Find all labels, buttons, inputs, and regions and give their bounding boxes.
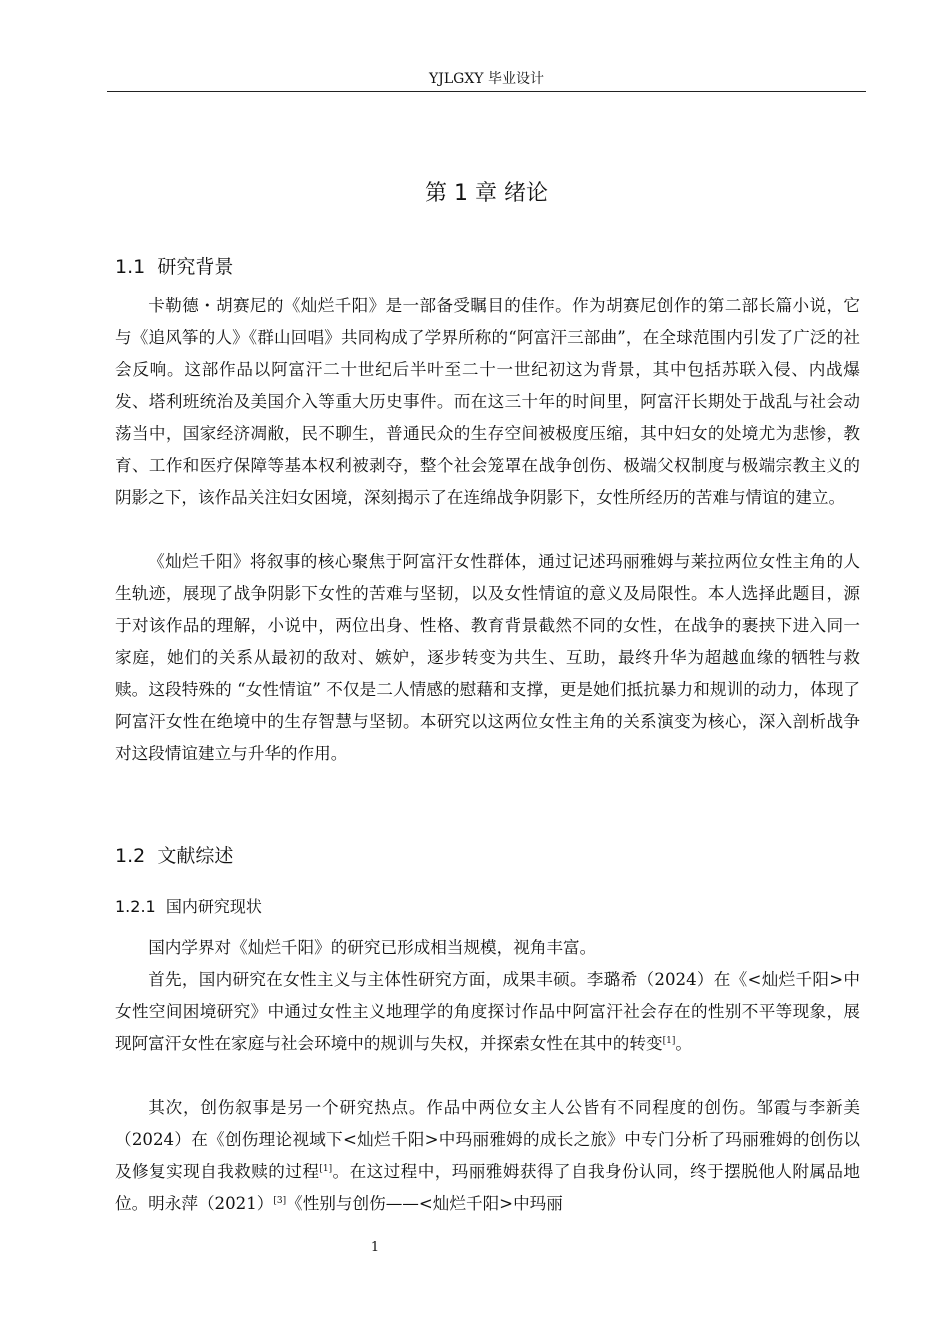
section-number: 1.1 xyxy=(115,256,146,278)
domestic-paragraph-1: 国内学界对《灿烂千阳》的研究已形成相当规模，视角丰富。 xyxy=(148,938,597,957)
header-rule xyxy=(107,91,866,92)
paragraph-text: 其次，创伤叙事是另一个研究热点。作品中两位女主人公皆有不同程度的创伤。邹霞与李新美（2024）在《创伤理论视域下<灿烂千阳>中玛丽雅姆的成长之旅》中专门分析了玛丽雅姆的创伤以及修复实现自我救赎的过程 xyxy=(115,1098,860,1181)
chapter-title: 第 1 章 绪论 xyxy=(425,181,548,206)
subsection-number: 1.2.1 xyxy=(115,897,156,916)
page-number: 1 xyxy=(370,1240,380,1255)
section-title: 研究背景 xyxy=(157,256,234,278)
domestic-paragraph-3 xyxy=(115,1092,860,1220)
paragraph-text: 。在这过程中，玛丽雅姆获得了自我身份认同，终于摆脱他人附属品地位。明永萍（2021） xyxy=(115,1162,861,1213)
background-paragraph-2: 《灿烂千阳》将叙事的核心聚焦于阿富汗女性群体，通过记述玛丽雅姆与莱拉两位女性主角的人生轨迹，展现了战争阴影下女性的苦难与坚韧，以及女性情谊的意义及局限性。本人选择此题目，源于对该作品的理解，小说中，两位出身、性格、教育背景截然不同的女性，在战争的裹挟下进入同一家庭，她们的关系从最初的敌对、嫉妒，逐步转变为共生、互助，最终升华为超越血缘的牺牲与救赎。这段特殊的 “女性情谊” 不仅是二人情感的慰藉和支撑，更是她们抵抗暴力和规训的动力，体现了阿富汗女性在绝境中的生存智慧与坚韧。本研究以这两位女性主角的关系演变为核心，深入剖析战争对这段情谊建立与升华的作用。 xyxy=(115,552,860,763)
section-heading-1-2 xyxy=(115,843,233,869)
section-heading-1-1 xyxy=(115,254,233,280)
subsection-title: 国内研究现状 xyxy=(165,897,262,916)
paragraph-text-end: 。 xyxy=(675,1034,692,1053)
paragraph-text: 首先，国内研究在女性主义与主体性研究方面，成果丰硕。李璐希（2024）在《<灿烂千阳>中女性空间困境研究》中通过女性主义地理学的角度探讨作品中阿富汗社会存在的性别不平等现象，展现阿富汗女性在家庭与社会环境中的规训与失权，并探索女性在其中的转变 xyxy=(115,970,860,1053)
section-title: 文献综述 xyxy=(157,845,234,867)
citation-ref: [1] xyxy=(319,1164,333,1174)
running-header: YJLGXY 毕业设计 xyxy=(429,71,544,87)
subsection-heading-1-2-1 xyxy=(115,896,262,918)
citation-ref: [1] xyxy=(662,1036,676,1046)
paragraph-text: 《性别与创伤——<灿烂千阳>中玛丽 xyxy=(286,1194,563,1213)
background-paragraph-1: 卡勒德・胡赛尼的《灿烂千阳》是一部备受瞩目的佳作。作为胡赛尼创作的第二部长篇小说，它与《追风筝的人》《群山回唱》共同构成了学界所称的“阿富汗三部曲”，在全球范围内引发了广泛的社会反响。这部作品以阿富汗二十世纪后半叶至二十一世纪初这为背景，其中包括苏联入侵、内战爆发、塔利班统治及美国介入等重大历史事件。而在这三十年的时间里，阿富汗长期处于战乱与社会动荡当中，国家经济凋敝，民不聊生，普通民众的生存空间被极度压缩，其中妇女的处境尤为悲惨，教育、工作和医疗保障等基本权利被剥夺，整个社会笼罩在战争创伤、极端父权制度与极端宗教主义的阴影之下，该作品关注妇女困境，深刻揭示了在连绵战争阴影下，女性所经历的苦难与情谊的建立。 xyxy=(115,296,860,507)
domestic-paragraph-2 xyxy=(115,964,860,1060)
citation-ref: [3] xyxy=(273,1196,287,1206)
section-number: 1.2 xyxy=(115,845,146,867)
